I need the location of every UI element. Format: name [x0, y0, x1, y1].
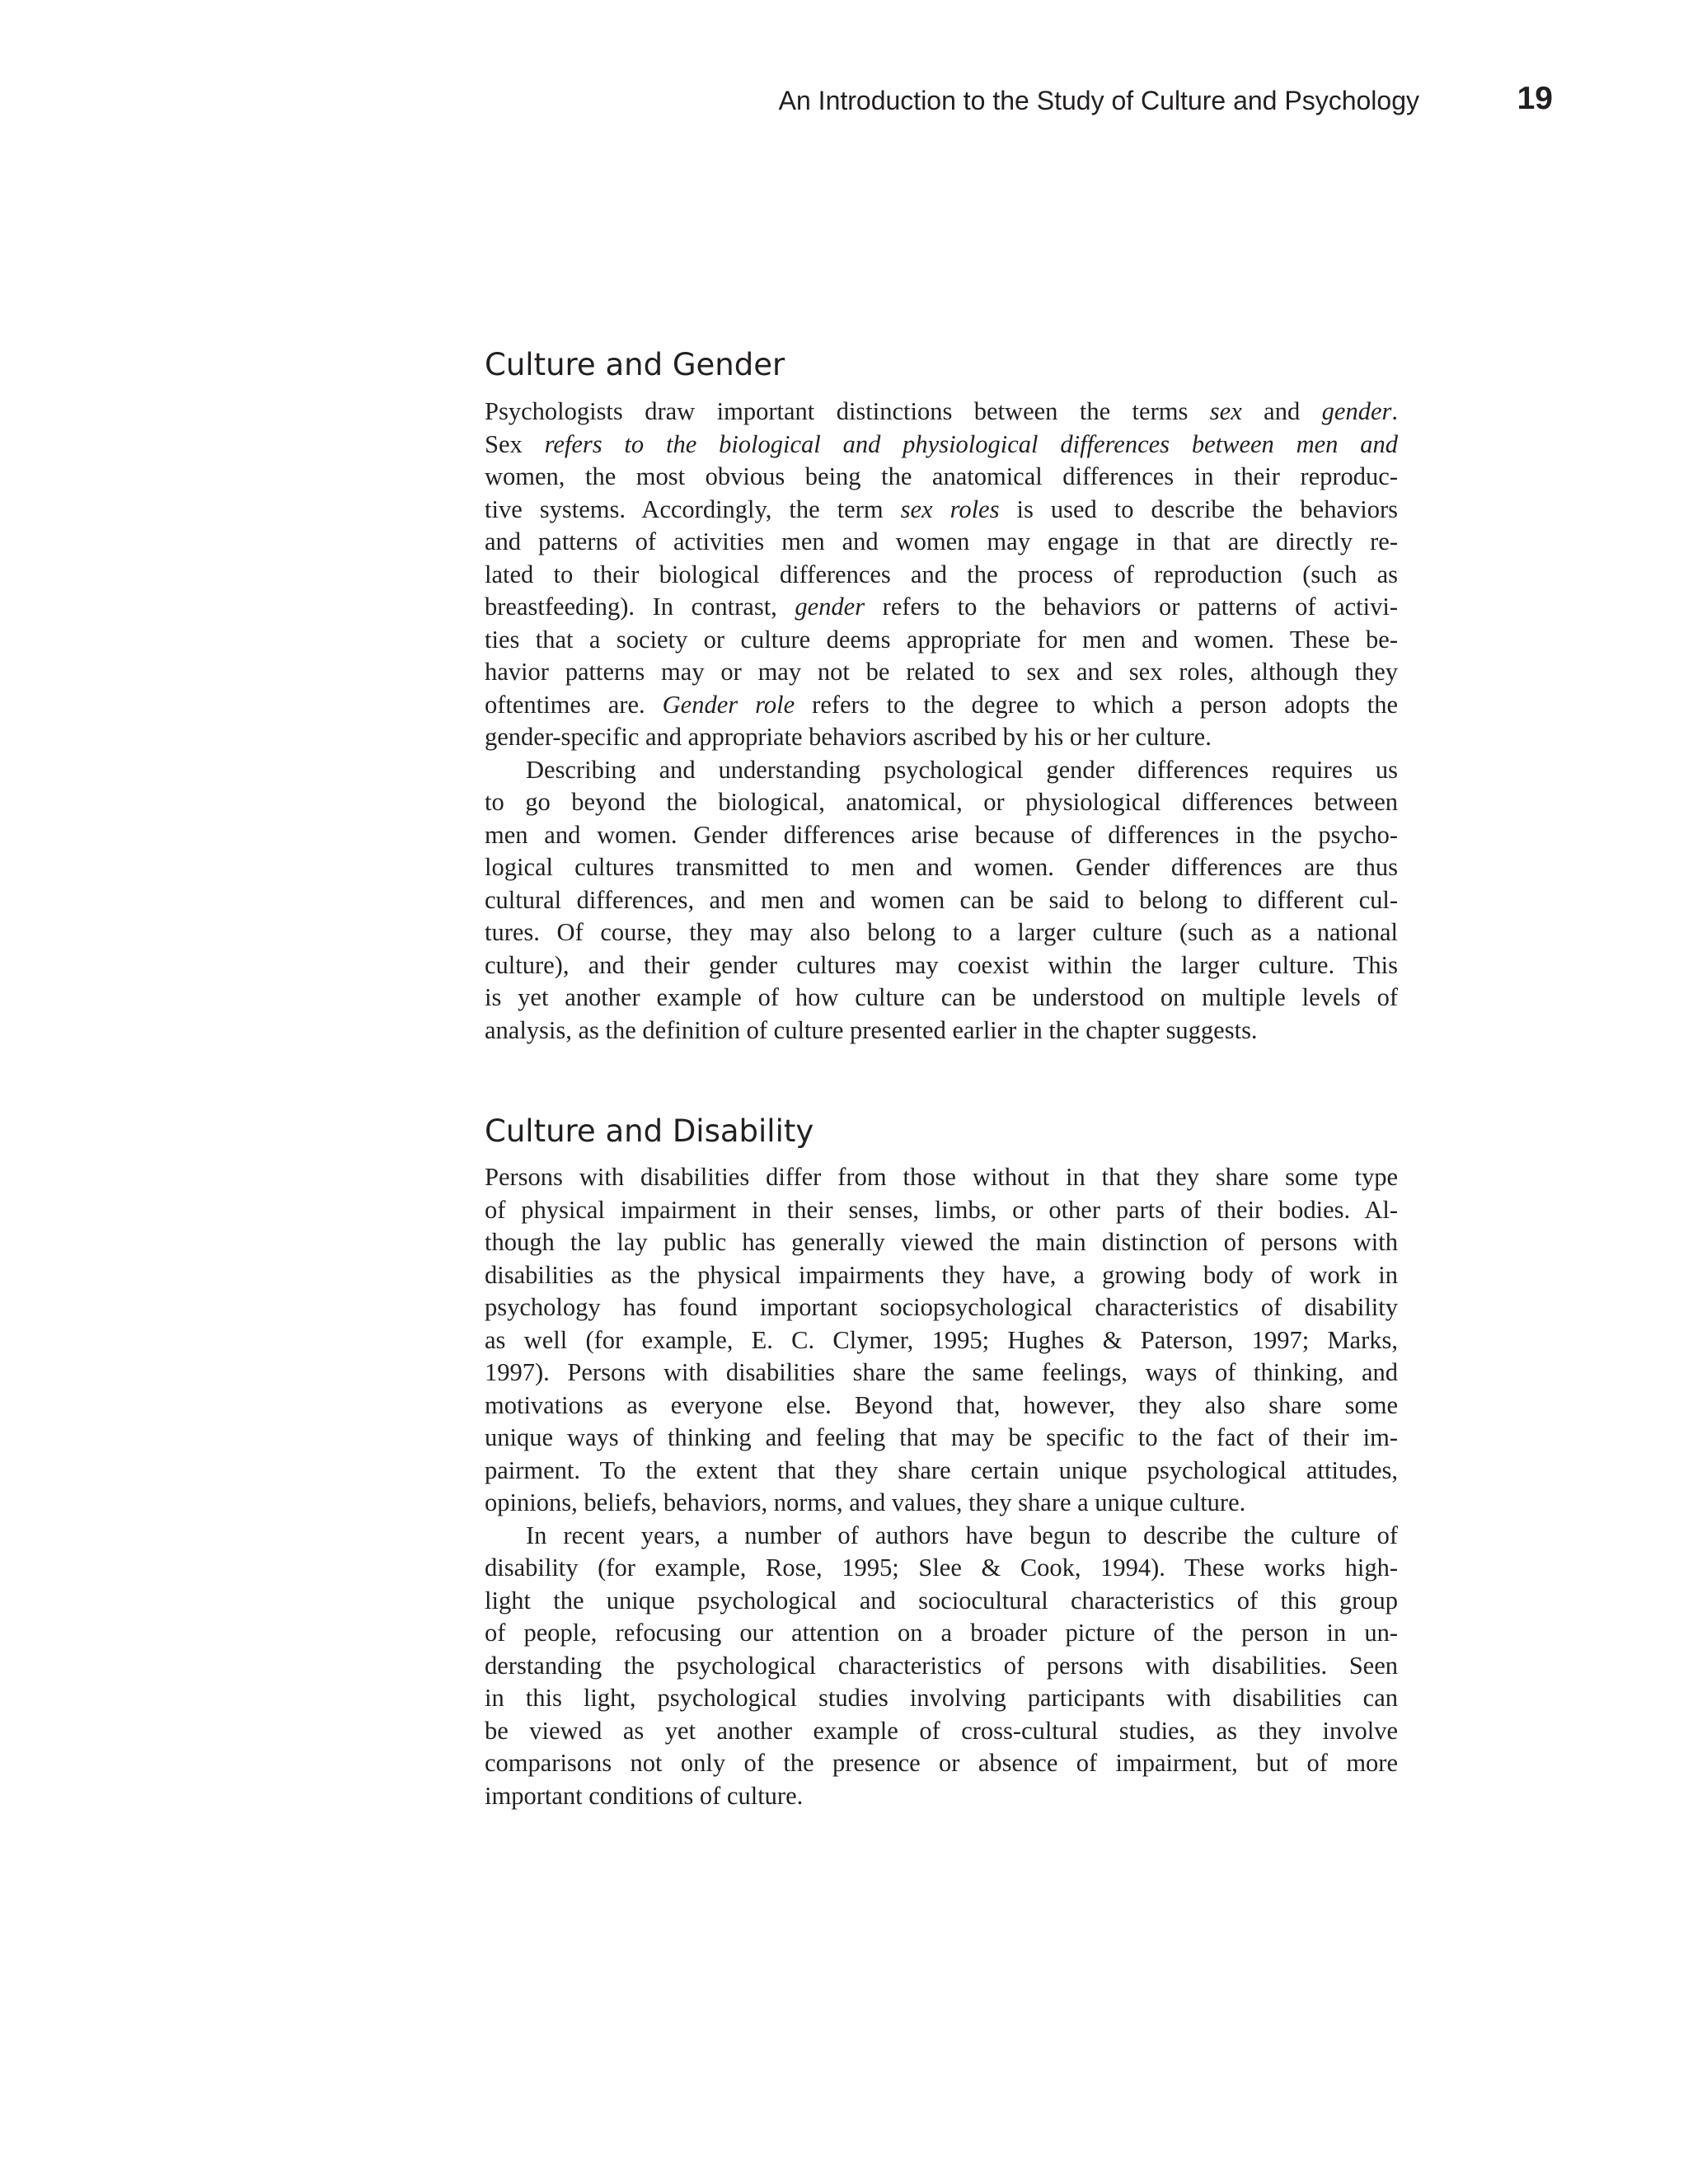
text-run: psychology has found important sociopsychological characteristics of disability [485, 1293, 1398, 1321]
text-line [485, 1194, 1398, 1227]
italic-term: sex roles [900, 494, 1000, 523]
text-line [485, 1324, 1398, 1357]
text-run: In recent years, a number of authors have begun to describe the culture of [526, 1521, 1398, 1549]
paragraph-disability-characteristics [485, 1161, 1398, 1520]
italic-term: sex [1209, 397, 1242, 425]
text-run: of people, refocusing our attention on a broader picture of the person in un- [485, 1619, 1398, 1647]
text-run: in this light, psychological studies involving participants with disabilities can [485, 1684, 1398, 1712]
text-line [485, 494, 1398, 527]
text-run: opinions, beliefs, behaviors, norms, and values, they share a unique culture. [485, 1488, 1246, 1516]
paragraph-culture-of-disability [485, 1520, 1398, 1813]
italic-term: gender [795, 593, 865, 621]
text-run: culture), and their gender cultures may coexist within the larger culture. This [485, 950, 1398, 979]
text-run: logical cultures transmitted to men and women. Gender differences are thus [485, 853, 1398, 881]
text-line [485, 559, 1398, 592]
text-line [485, 1226, 1398, 1259]
text-run: 1997). Persons with disabilities share the same feelings, ways of thinking, and [485, 1358, 1398, 1386]
text-line [485, 461, 1398, 494]
text-line [485, 1422, 1398, 1455]
text-line [485, 819, 1398, 852]
text-run: important conditions of culture. [485, 1781, 804, 1810]
italic-term: gender [1321, 397, 1392, 425]
text-line [485, 526, 1398, 559]
text-run: as well (for example, E. C. Clymer, 1995; Hughes & Paterson, 1997; Marks, [485, 1325, 1398, 1354]
text-line [485, 1682, 1398, 1715]
text-run: women, the most obvious being the anatomical differences in their reproduc- [485, 462, 1398, 490]
text-run: tures. Of course, they may also belong to a larger culture (such as a national [485, 918, 1398, 946]
text-run: Psychologists draw important distinctions between the terms [485, 397, 1210, 425]
text-line [485, 982, 1398, 1015]
text-line [485, 754, 1398, 787]
text-line [485, 1161, 1398, 1194]
text-run: light the unique psychological and sociocultural characteristics of this group [485, 1586, 1398, 1615]
text-run: unique ways of thinking and feeling that may be specific to the fact of their im- [485, 1423, 1398, 1451]
text-run: havior patterns may or may not be related to sex and sex roles, although they [485, 658, 1398, 686]
text-run: to go beyond the biological, anatomical, or physiological differences between [485, 788, 1398, 816]
text-line [485, 1650, 1398, 1683]
running-head [0, 82, 1688, 132]
text-run: Describing and understanding psychological gender differences requires us [526, 755, 1398, 784]
text-run: comparisons not only of the presence or absence of impairment, but of more [485, 1749, 1398, 1777]
text-run: is used to describe the behaviors [999, 494, 1399, 523]
text-line [485, 1455, 1398, 1488]
text-run: Persons with disabilities differ from those without in that they share some type [485, 1163, 1398, 1191]
text-line [485, 689, 1398, 722]
text-line [485, 1291, 1398, 1324]
text-run: and patterns of activities men and women may engage in that are directly re- [485, 527, 1398, 555]
text-line [485, 721, 1398, 754]
text-run: ties that a society or culture deems appropriate for men and women. These be- [485, 625, 1398, 654]
text-run: disabilities as the physical impairments they have, a growing body of work in [485, 1260, 1398, 1289]
text-run: is yet another example of how culture can be understood on multiple levels of [485, 983, 1398, 1011]
text-line [485, 1390, 1398, 1422]
text-line [485, 851, 1398, 884]
text-line [485, 1259, 1398, 1292]
text-line [485, 1747, 1398, 1780]
italic-term: refers to the biological and physiological differences between men and [522, 429, 1398, 458]
text-line [485, 1617, 1398, 1650]
text-line [485, 1487, 1398, 1520]
text-run: Sex [485, 429, 523, 458]
text-line [485, 1585, 1398, 1618]
text-run: disability (for example, Rose, 1995; Slee & Cook, 1994). These works high- [485, 1554, 1398, 1582]
text-run: of physical impairment in their senses, limbs, or other parts of their bodies. Al- [485, 1195, 1398, 1224]
text-line [485, 429, 1398, 462]
text-line [485, 884, 1398, 917]
text-run: . [1391, 397, 1398, 425]
text-run: oftentimes are. [485, 690, 663, 719]
text-run: derstanding the psychological characteristics of persons with disabilities. Seen [485, 1651, 1398, 1680]
text-run: refers to the behaviors or patterns of activi- [865, 593, 1398, 621]
text-line [485, 591, 1398, 624]
text-line [485, 949, 1398, 982]
text-run: pairment. To the extent that they share certain unique psychological attitudes, [485, 1455, 1398, 1484]
text-run: breastfeeding). In contrast, [485, 593, 795, 621]
text-run: and [1241, 397, 1322, 425]
text-line [485, 396, 1398, 429]
text-run: analysis, as the definition of culture presented earlier in the chapter suggests. [485, 1015, 1258, 1044]
text-run: lated to their biological differences and the process of reproduction (such as [485, 560, 1398, 588]
italic-term: Gender role [662, 690, 795, 719]
text-line [485, 1715, 1398, 1748]
text-run: motivations as everyone else. Beyond that, however, they also share some [485, 1390, 1398, 1419]
text-run: be viewed as yet another example of cross-cultural studies, as they involve [485, 1716, 1398, 1745]
text-run: men and women. Gender differences arise because of differences in the psycho- [485, 820, 1398, 849]
text-run: though the lay public has generally viewed the main distinction of persons with [485, 1228, 1398, 1256]
section-heading-culture-and-gender: Culture and Gender [485, 347, 785, 382]
text-line [485, 786, 1398, 819]
section-heading-culture-and-disability: Culture and Disability [485, 1113, 814, 1149]
page-number: 19 [1517, 81, 1553, 116]
text-line [485, 1015, 1398, 1047]
text-run: cultural differences, and men and women can be said to belong to different cul- [485, 885, 1398, 914]
text-line [485, 916, 1398, 949]
text-line [485, 1552, 1398, 1585]
paragraph-gender-differences [485, 754, 1398, 1047]
text-line [485, 656, 1398, 689]
text-line [485, 1780, 1398, 1813]
text-line [485, 624, 1398, 657]
text-run: gender-specific and appropriate behaviors ascribed by his or her culture. [485, 723, 1212, 751]
running-title: An Introduction to the Study of Culture and Psychology [778, 86, 1419, 115]
text-line [485, 1520, 1398, 1553]
text-run: tive systems. Accordingly, the term [485, 494, 901, 523]
text-run: refers to the degree to which a person adopts the [795, 690, 1398, 719]
text-line [485, 1357, 1398, 1390]
paragraph-gender-definitions [485, 396, 1398, 754]
